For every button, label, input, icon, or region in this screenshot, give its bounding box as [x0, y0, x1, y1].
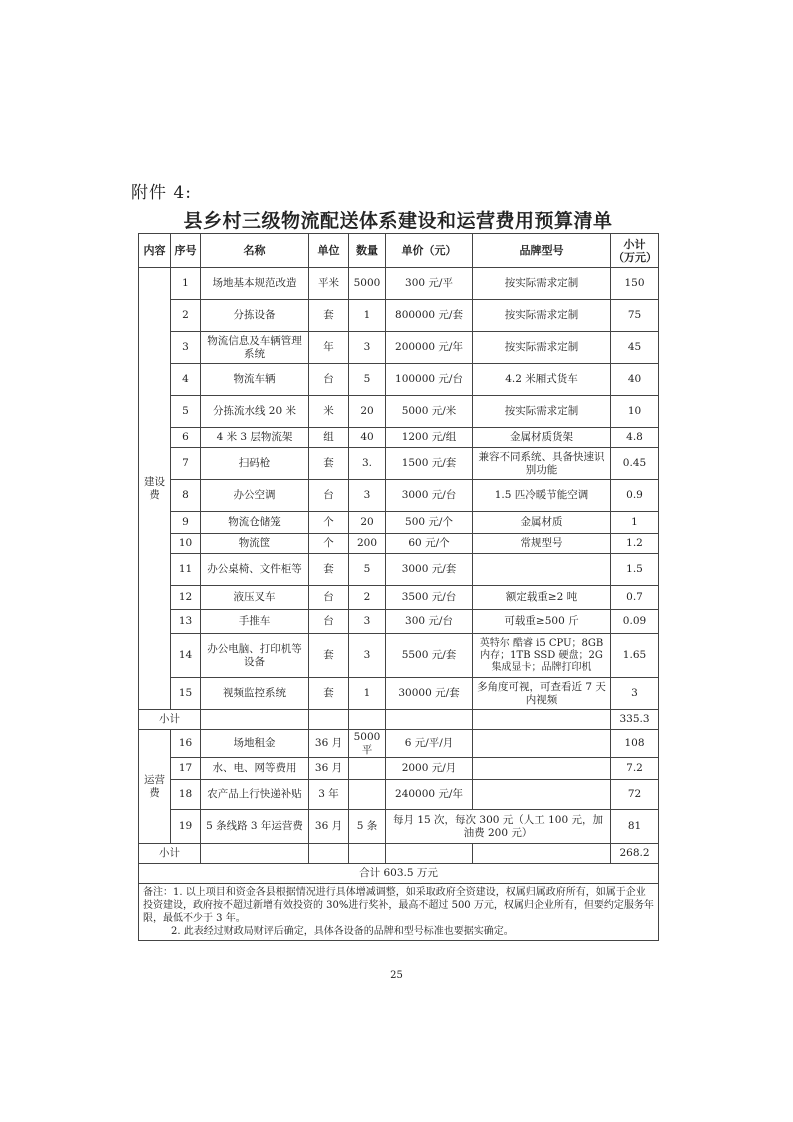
cell-brand	[473, 758, 611, 780]
table-row	[139, 512, 659, 534]
cell-seq: 11	[171, 554, 201, 586]
cell-price: 300 元/台	[386, 610, 473, 634]
subtotal-label: 小计	[139, 844, 201, 864]
cell-price: 1500 元/套	[386, 448, 473, 480]
cell-price: 300 元/平	[386, 268, 473, 300]
cell-price: 200000 元/年	[386, 332, 473, 364]
cell-name: 扫码枪	[201, 448, 309, 480]
cell-unit: 套	[309, 634, 349, 678]
cell-unit: 个	[309, 512, 349, 534]
table-row	[139, 534, 659, 554]
table-row	[139, 268, 659, 300]
cell-subtotal: 108	[611, 730, 659, 758]
cell-name: 农产品上行快递补贴	[201, 780, 309, 810]
cell-unit: 平米	[309, 268, 349, 300]
cell-seq: 9	[171, 512, 201, 534]
cell-qty	[349, 780, 386, 810]
cell-subtotal: 0.09	[611, 610, 659, 634]
cell-price: 240000 元/年	[386, 780, 473, 810]
cell-unit: 36 月	[309, 730, 349, 758]
cell-unit: 3 年	[309, 780, 349, 810]
cell-unit: 个	[309, 534, 349, 554]
section-label-construction: 建设费	[139, 268, 171, 710]
notes	[139, 884, 659, 941]
cell-qty	[349, 758, 386, 780]
cell-price: 5500 元/套	[386, 634, 473, 678]
cell-subtotal: 0.9	[611, 480, 659, 512]
table-row	[139, 554, 659, 586]
attachment-label: 附件 4:	[131, 183, 192, 203]
page-title: 县乡村三级物流配送体系建设和运营费用预算清单	[183, 210, 613, 232]
section-label-operation: 运营费	[139, 730, 171, 844]
cell-qty: 1	[349, 300, 386, 332]
cell-unit: 组	[309, 428, 349, 448]
cell-seq: 4	[171, 364, 201, 396]
cell-price: 60 元/个	[386, 534, 473, 554]
cell-brand: 多角度可视，可查看近 7 天内视频	[473, 678, 611, 710]
cell-name: 场地基本规范改造	[201, 268, 309, 300]
header-subtotal: 小计（万元）	[611, 234, 659, 268]
cell-price: 2000 元/月	[386, 758, 473, 780]
cell-brand: 按实际需求定制	[473, 268, 611, 300]
cell-subtotal: 0.45	[611, 448, 659, 480]
cell-subtotal: 3	[611, 678, 659, 710]
cell-seq: 1	[171, 268, 201, 300]
cell-brand: 按实际需求定制	[473, 396, 611, 428]
cell-name: 手推车	[201, 610, 309, 634]
table-row	[139, 780, 659, 810]
cell-brand: 按实际需求定制	[473, 332, 611, 364]
table-row	[139, 810, 659, 844]
cell-subtotal: 40	[611, 364, 659, 396]
table-row	[139, 730, 659, 758]
cell-price: 500 元/个	[386, 512, 473, 534]
cell-brand: 金属材质货架	[473, 428, 611, 448]
cell-qty: 3.	[349, 448, 386, 480]
cell-price: 1200 元/组	[386, 428, 473, 448]
cell-price: 3500 元/台	[386, 586, 473, 610]
table-row	[139, 428, 659, 448]
cell-brand: 1.5 匹冷暖节能空调	[473, 480, 611, 512]
cell-brand: 金属材质	[473, 512, 611, 534]
cell-seq: 10	[171, 534, 201, 554]
note-line-2: 2. 此表经过财政局财评后确定，具体各设备的品牌和型号标准也要据实确定。	[171, 926, 514, 937]
cell-seq: 14	[171, 634, 201, 678]
subtotal-value: 335.3	[611, 710, 659, 730]
cell-subtotal: 1.2	[611, 534, 659, 554]
cell-qty: 5000	[349, 268, 386, 300]
cell-price-brand: 每月 15 次，每次 300 元（人工 100 元，加油费 200 元）	[386, 810, 611, 844]
header-name: 名称	[201, 234, 309, 268]
cell-qty: 2	[349, 586, 386, 610]
cell-name: 物流筐	[201, 534, 309, 554]
cell-qty: 5000平	[349, 730, 386, 758]
table-row	[139, 610, 659, 634]
cell-name: 液压叉车	[201, 586, 309, 610]
cell-subtotal: 7.2	[611, 758, 659, 780]
cell-qty: 200	[349, 534, 386, 554]
cell-name: 5 条线路 3 年运营费	[201, 810, 309, 844]
cell-qty: 3	[349, 634, 386, 678]
cell-brand	[473, 730, 611, 758]
cell-subtotal: 81	[611, 810, 659, 844]
table-row	[139, 586, 659, 610]
cell-name: 物流信息及车辆管理系统	[201, 332, 309, 364]
cell-qty: 5	[349, 554, 386, 586]
cell-unit: 台	[309, 480, 349, 512]
cell-qty: 3	[349, 610, 386, 634]
cell-name: 分拣流水线 20 米	[201, 396, 309, 428]
cell-unit: 36 月	[309, 758, 349, 780]
notes-row	[139, 884, 659, 941]
cell-subtotal: 75	[611, 300, 659, 332]
cell-brand: 可载重≥500 斤	[473, 610, 611, 634]
cell-price: 800000 元/套	[386, 300, 473, 332]
cell-seq: 17	[171, 758, 201, 780]
cell-subtotal: 1.5	[611, 554, 659, 586]
header-qty: 数量	[349, 234, 386, 268]
cell-brand: 按实际需求定制	[473, 300, 611, 332]
cell-price: 100000 元/台	[386, 364, 473, 396]
cell-price: 30000 元/套	[386, 678, 473, 710]
subtotal-label: 小计	[139, 710, 201, 730]
cell-unit: 米	[309, 396, 349, 428]
cell-qty: 5	[349, 364, 386, 396]
cell-qty: 20	[349, 512, 386, 534]
cell-brand: 额定载重≥2 吨	[473, 586, 611, 610]
header-unit: 单位	[309, 234, 349, 268]
cell-seq: 19	[171, 810, 201, 844]
cell-unit: 套	[309, 554, 349, 586]
cell-brand	[473, 780, 611, 810]
cell-qty: 20	[349, 396, 386, 428]
table-row	[139, 678, 659, 710]
cell-subtotal: 0.7	[611, 586, 659, 610]
cell-brand: 兼容不同系统、具备快速识别功能	[473, 448, 611, 480]
cell-name: 办公电脑、打印机等设备	[201, 634, 309, 678]
cell-unit: 套	[309, 448, 349, 480]
cell-seq: 6	[171, 428, 201, 448]
cell-seq: 3	[171, 332, 201, 364]
cell-subtotal: 150	[611, 268, 659, 300]
table-row	[139, 300, 659, 332]
cell-unit: 36 月	[309, 810, 349, 844]
subtotal-value: 268.2	[611, 844, 659, 864]
cell-qty: 3	[349, 480, 386, 512]
cell-seq: 16	[171, 730, 201, 758]
cell-seq: 15	[171, 678, 201, 710]
cell-subtotal: 72	[611, 780, 659, 810]
cell-seq: 13	[171, 610, 201, 634]
cell-seq: 18	[171, 780, 201, 810]
cell-name: 办公桌椅、文件柜等	[201, 554, 309, 586]
cell-name: 物流仓储笼	[201, 512, 309, 534]
cell-price: 5000 元/米	[386, 396, 473, 428]
cell-subtotal: 10	[611, 396, 659, 428]
subtotal-row-construction	[139, 710, 659, 730]
table-row	[139, 480, 659, 512]
budget-table	[138, 233, 659, 941]
cell-qty: 40	[349, 428, 386, 448]
total-row	[139, 864, 659, 884]
table-row	[139, 634, 659, 678]
cell-subtotal: 1.65	[611, 634, 659, 678]
cell-price: 3000 元/台	[386, 480, 473, 512]
cell-name: 办公空调	[201, 480, 309, 512]
cell-name: 水、电、网等费用	[201, 758, 309, 780]
cell-unit: 台	[309, 586, 349, 610]
cell-name: 场地租金	[201, 730, 309, 758]
note-line-1: 备注：1. 以上项目和资金各县根据情况进行具体增减调整，如采取政府全资建设，权属归属政府所有，如属于企业投资建设，政府按不超过新增有效投资的 30%进行奖补，最高不超过 500 万元，权属归企业所有，但要约定服务年限，最低不少于 3 年。	[143, 887, 654, 924]
cell-brand: 常规型号	[473, 534, 611, 554]
cell-price: 3000 元/套	[386, 554, 473, 586]
cell-seq: 2	[171, 300, 201, 332]
cell-qty: 1	[349, 678, 386, 710]
subtotal-row-operation	[139, 844, 659, 864]
grand-total: 合计 603.5 万元	[139, 864, 659, 884]
cell-name: 分拣设备	[201, 300, 309, 332]
cell-unit: 台	[309, 364, 349, 396]
cell-subtotal: 45	[611, 332, 659, 364]
page-number: 25	[390, 970, 403, 981]
cell-subtotal: 4.8	[611, 428, 659, 448]
header-content: 内容	[139, 234, 171, 268]
cell-unit: 套	[309, 300, 349, 332]
cell-brand	[473, 554, 611, 586]
cell-unit: 套	[309, 678, 349, 710]
cell-name: 物流车辆	[201, 364, 309, 396]
cell-seq: 7	[171, 448, 201, 480]
header-row	[139, 234, 659, 268]
cell-unit: 台	[309, 610, 349, 634]
cell-brand: 4.2 米厢式货车	[473, 364, 611, 396]
cell-qty: 5 条	[349, 810, 386, 844]
cell-unit: 年	[309, 332, 349, 364]
cell-name: 视频监控系统	[201, 678, 309, 710]
table-row	[139, 332, 659, 364]
header-brand: 品牌型号	[473, 234, 611, 268]
table-row	[139, 448, 659, 480]
table-row	[139, 758, 659, 780]
cell-seq: 12	[171, 586, 201, 610]
cell-brand: 英特尔 酷睿 i5 CPU；8GB 内存；1TB SSD 硬盘；2G 集成显卡；品牌打印机	[473, 634, 611, 678]
header-seq: 序号	[171, 234, 201, 268]
cell-price: 6 元/平/月	[386, 730, 473, 758]
cell-qty: 3	[349, 332, 386, 364]
cell-subtotal: 1	[611, 512, 659, 534]
table-row	[139, 364, 659, 396]
header-price: 单价（元）	[386, 234, 473, 268]
cell-seq: 8	[171, 480, 201, 512]
table-row	[139, 396, 659, 428]
cell-name: 4 米 3 层物流架	[201, 428, 309, 448]
cell-seq: 5	[171, 396, 201, 428]
